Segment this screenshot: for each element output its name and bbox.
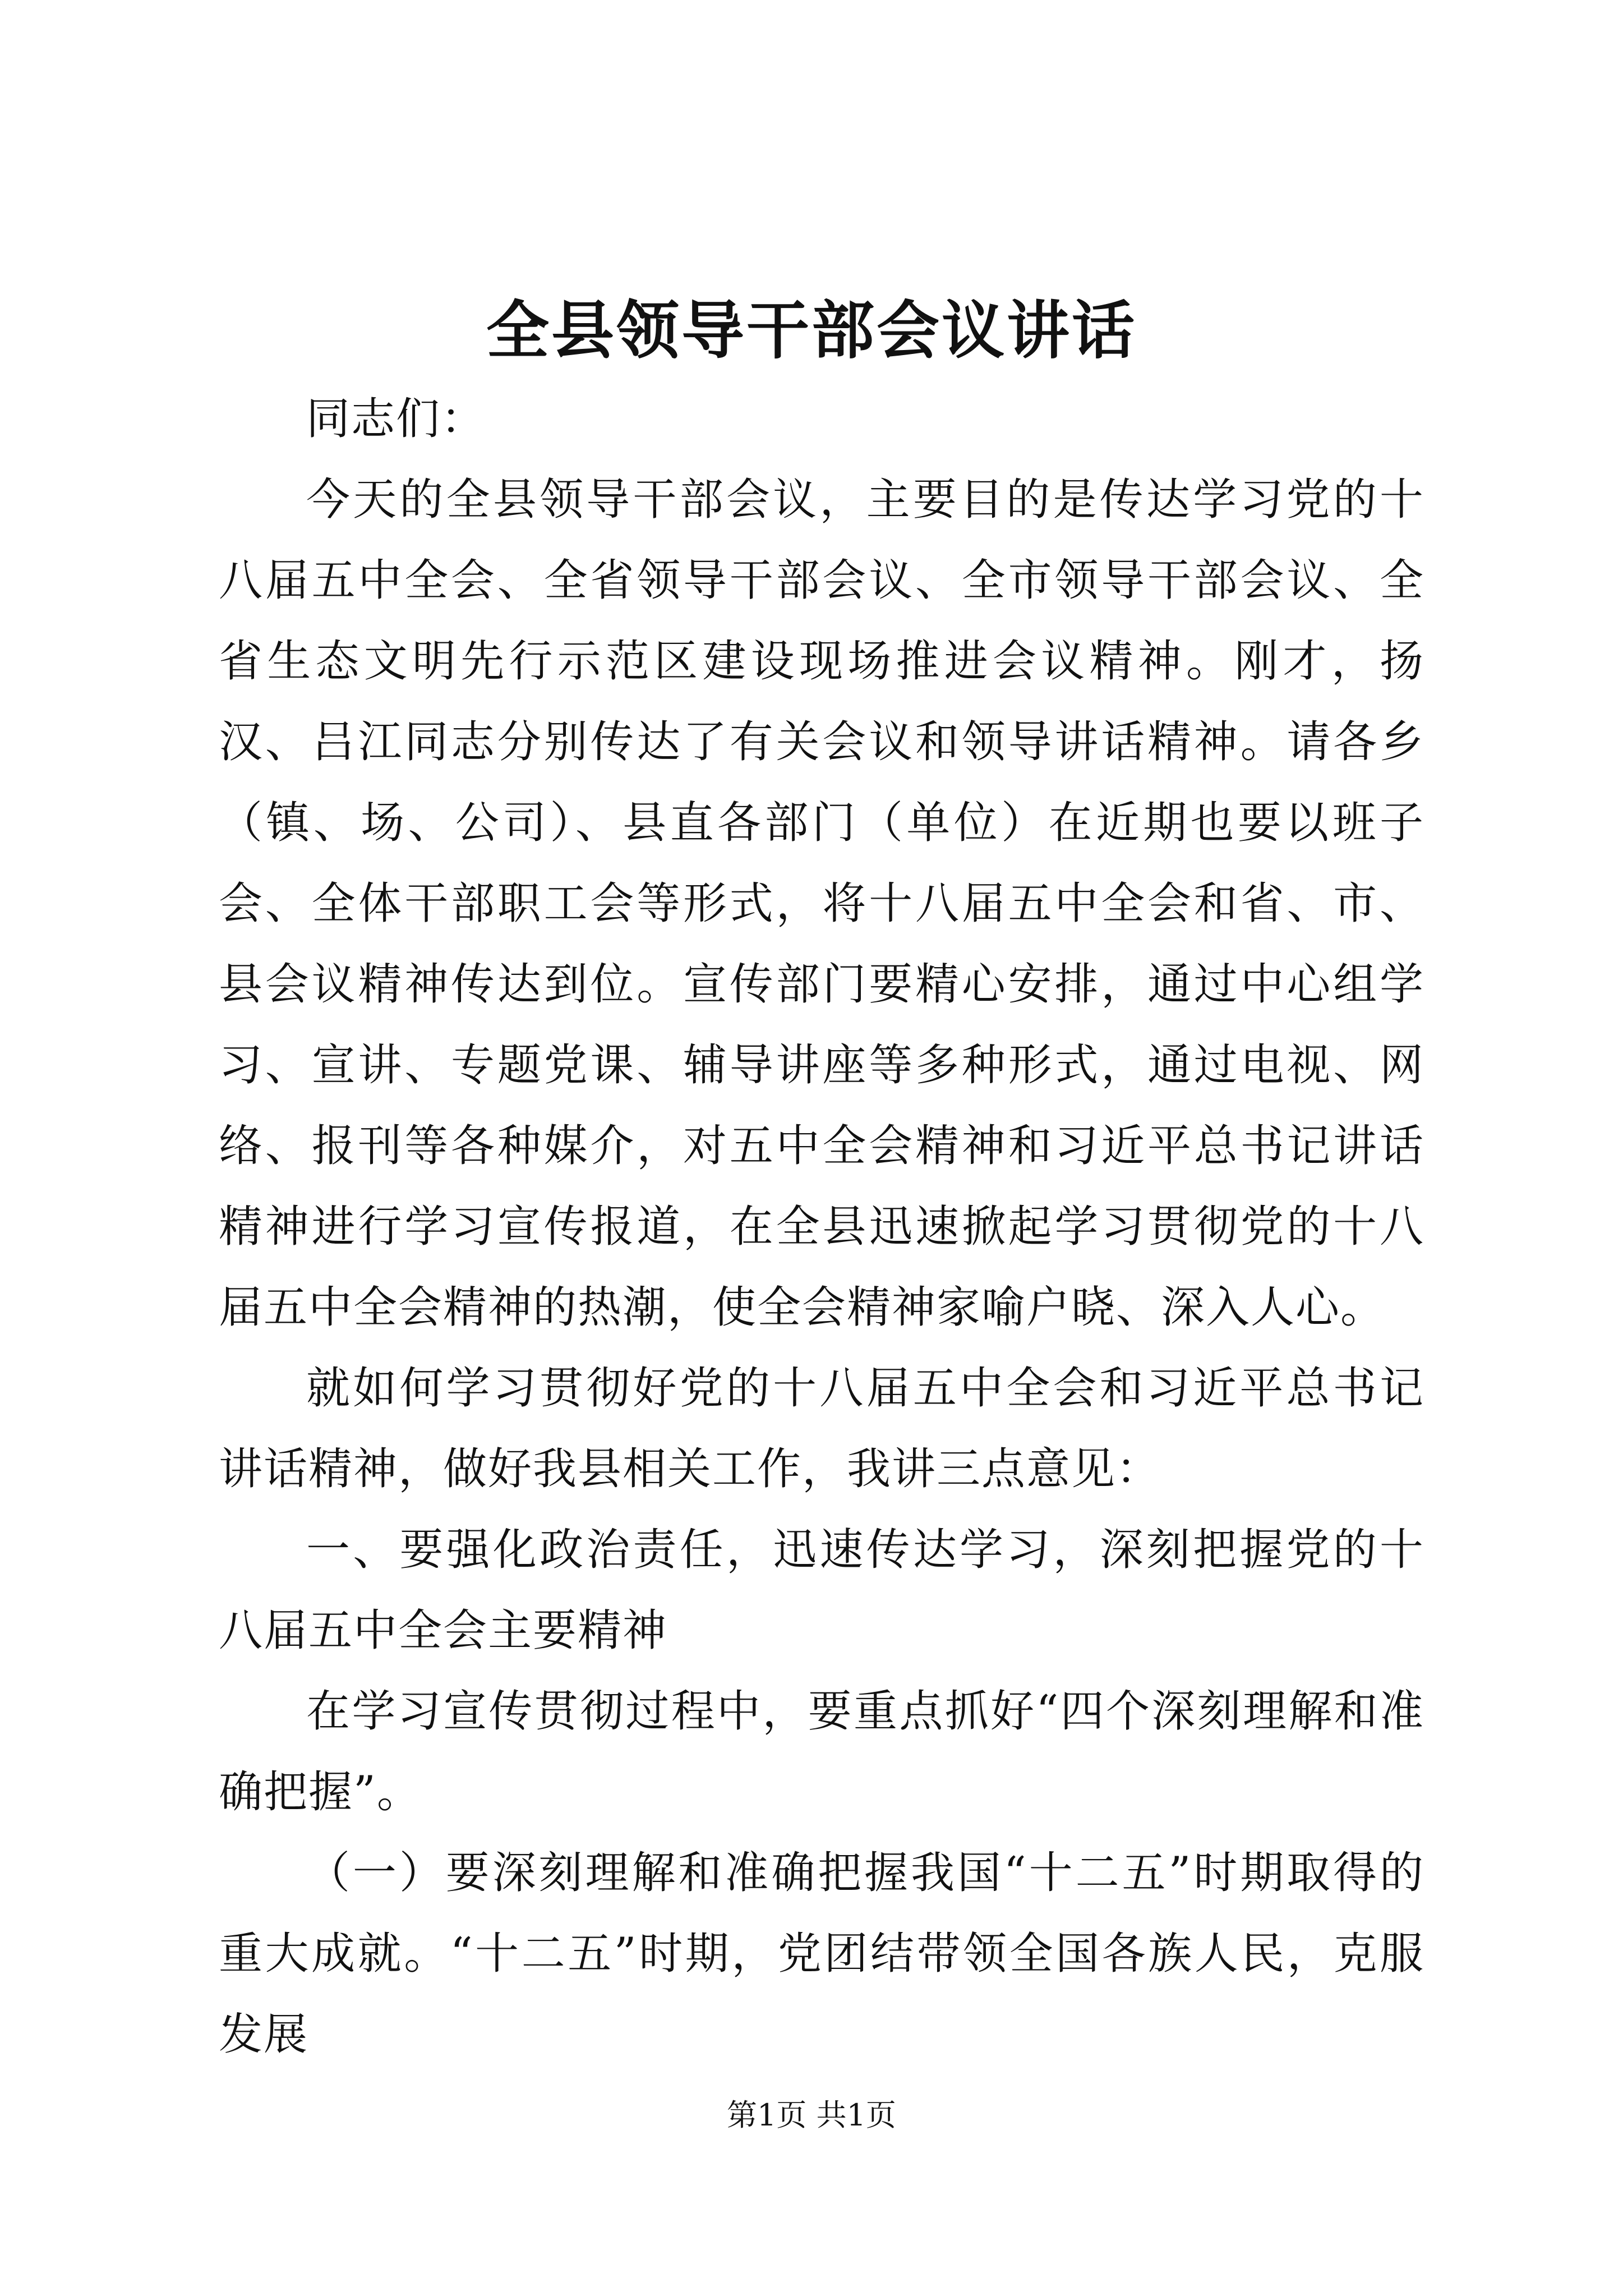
document-body [219, 379, 1424, 2075]
salutation-paragraph: 同志们： [306, 394, 486, 444]
body-paragraph: 在学习宣传贯彻过程中，要重点抓好“四个深刻理解和准确把握”。 [219, 1686, 1424, 1818]
page-title: 全县领导干部会议讲话 [486, 294, 1137, 367]
body-paragraph: 就如何学习贯彻好党的十八届五中全会和习近平总书记讲话精神，做好我县相关工作，我讲三点意见： [219, 1363, 1424, 1494]
subsection-paragraph: （一）要深刻理解和准确把握我国“十二五”时期取得的重大成就。“十二五”时期，党团结带领全国各族人民，克服发展 [219, 1848, 1424, 2060]
body-paragraph: 今天的全县领导干部会议，主要目的是传达学习党的十八届五中全会、全省领导干部会议、全市领导干部会议、全省生态文明先行示范区建设现场推进会议精神。刚才，扬汉、吕江同志分别传达了有关会议和领导讲话精神。请各乡（镇、场、公司）、县直各部门（单位）在近期也要以班子会、全体干部职工会等形式，将十八届五中全会和省、市、县会议精神传达到位。宣传部门要精心安排，通过中心组学习、宣讲、专题党课、辅导讲座等多种形式，通过电视、网络、报刊等各种媒介，对五中全会精神和习近平总书记讲话精神进行学习宣传报道，在全县迅速掀起学习贯彻党的十八届五中全会精神的热潮，使全会精神家喻户晓、深入人心。 [219, 475, 1424, 1333]
section-heading: 一、要强化政治责任，迅速传达学习，深刻把握党的十八届五中全会主要精神 [219, 1525, 1424, 1656]
page-footer: 第1页 共1页 [727, 2097, 896, 2133]
